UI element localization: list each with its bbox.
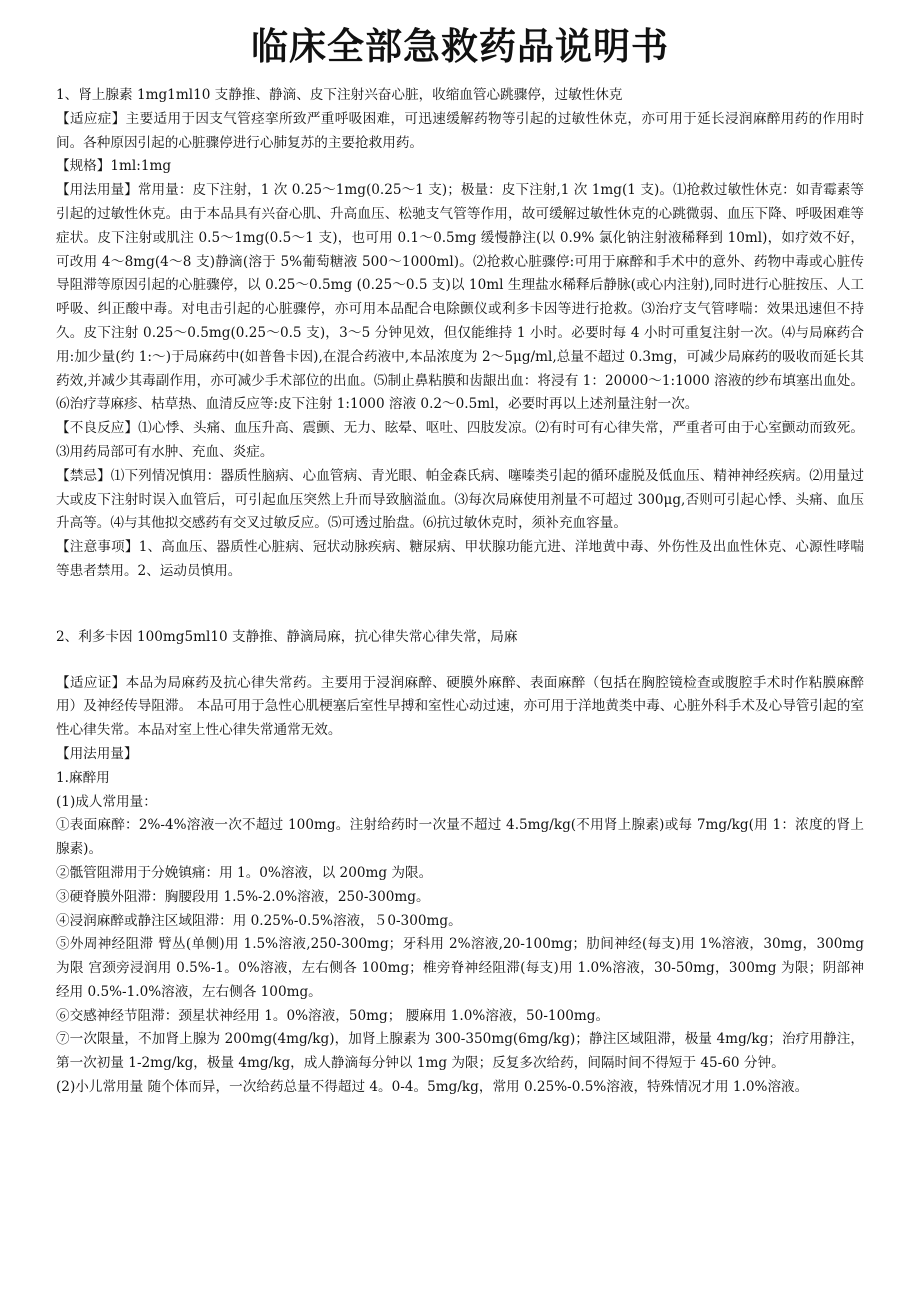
- drug2-adult-item: ④浸润麻醉或静注区域阻滞：用 0.25%-0.5%溶液，５0-300mg。: [56, 912, 462, 929]
- drug2-indication: 【适应证】本品为局麻药及抗心律失常药。主要用于浸润麻醉、硬膜外麻醉、表面麻醉（包括在胸腔镜检查或腹腔手术时作粘膜麻醉用）及神经传导阻滞。 本品可用于急性心肌梗塞后室性早搏和室性心动过速，亦可用于洋地黄类中毒、心脏外科手术及心导管引起的室性心律失常。本品对室上性心律失常通常无效。: [56, 674, 864, 739]
- drug2-usage-heading: 【用法用量】: [56, 745, 138, 762]
- drug2-adult-item: ⑥交感神经节阻滞：颈星状神经用 1。0%溶液，50mg； 腰麻用 1.0%溶液，50-100mg。: [56, 1007, 610, 1024]
- drug2-adult-item: ②骶管阻滞用于分娩镇痛：用 1。0%溶液，以 200mg 为限。: [56, 864, 433, 881]
- drug2-heading: 2、利多卡因 100mg5ml10 支静推、静滴局麻，抗心律失常心律失常，局麻: [56, 628, 518, 645]
- drug1-spec: 【规格】1ml:1mg: [56, 158, 172, 175]
- drug1-heading: 1、肾上腺素 1mg1ml10 支静推、静滴、皮下注射兴奋心脏，收缩血管心跳骤停，过敏性休克: [56, 87, 623, 103]
- drug2-adult-item: ⑤外周神经阻滞 臂丛(单侧)用 1.5%溶液,250-300mg；牙科用 2%溶液,20-100mg；肋间神经(每支)用 1%溶液，30mg，300mg 为限 宫颈旁浸润用 0.5%-1。0%溶液，左右侧各 100mg；椎旁脊神经阻滞(每支)用 1.0%溶液，30-50mg，300mg 为限；阴部神经用 0.5%-1.0%溶液，左右侧各 100mg。: [56, 936, 864, 1000]
- drug1-adverse-reactions: 【不良反应】⑴心悸、头痛、血压升高、震颤、无力、眩晕、呕吐、四肢发凉。⑵有时可有心律失常，严重者可由于心室颤动而致死。⑶用药局部可有水肿、充血、炎症。: [56, 420, 864, 460]
- drug1-precautions: 【注意事项】1、高血压、器质性心脏病、冠状动脉疾病、糖尿病、甲状腺功能亢进、洋地黄中毒、外伤性及出血性休克、心源性哮喘等患者禁用。2、运动员慎用。: [56, 539, 864, 579]
- drug1-usage: 【用法用量】常用量：皮下注射，1 次 0.25～1mg(0.25～1 支)；极量：皮下注射,1 次 1mg(1 支)。⑴抢救过敏性休克：如青霉素等引起的过敏性休克。由于本品具有兴奋心肌、升高血压、松驰支气管等作用，故可缓解过敏性休克的心跳微弱、血压下降、呼吸困难等症状。皮下注射或肌注 0.5～1mg(0.5～1 支)，也可用 0.1～0.5mg 缓慢静注(以 0.9% 氯化钠注射液稀释到 10ml)，如疗效不好，可改用 4～8mg(4～8 支)静滴(溶于 5%葡萄糖液 500～1000ml)。⑵抢救心脏骤停:可用于麻醉和手术中的意外、药物中毒或心脏传导阻滞等原因引起的心脏骤停，以 0.25～0.5mg (0.25～0.5 支)以 10ml 生理盐水稀释后静脉(或心内注射),同时进行心脏按压、人工呼吸、纠正酸中毒。对电击引起的心脏骤停，亦可用本品配合电除颤仪或利多卡因等进行抢救。⑶治疗支气管哮喘：效果迅速但不持久。皮下注射 0.25～0.5mg(0.25～0.5 支)，3～5 分钟见效，但仅能维持 1 小时。必要时每 4 小时可重复注射一次。⑷与局麻药合用:加少量(约 1:～)于局麻药中(如普鲁卡因),在混合药液中,本品浓度为 2～5μg/ml,总量不超过 0.3mg，可减少局麻药的吸收而延长其药效,并减少其毒副作用，亦可减少手术部位的出血。⑸制止鼻粘膜和齿龈出血：将浸有 1：20000～1:1000 溶液的纱布填塞出血处。⑹治疗荨麻疹、枯草热、血清反应等:皮下注射 1:1000 溶液 0.2～0.5ml，必要时再以上述剂量注射一次。: [56, 182, 864, 413]
- document-title: 临床全部急救药品说明书: [251, 25, 669, 68]
- drug2-adult-heading: (1)成人常用量：: [56, 793, 157, 810]
- drug2-adult-item: ③硬脊膜外阻滞：胸腰段用 1.5%-2.0%溶液，250-300mg。: [56, 888, 430, 905]
- drug1-contraindications: 【禁忌】⑴下列情况慎用：器质性脑病、心血管病、青光眼、帕金森氏病、噻嗪类引起的循环虚脱及低血压、精神神经疾病。⑵用量过大或皮下注射时误入血管后，可引起血压突然上升而导致脑溢血。⑶每次局麻使用剂量不可超过 300μg,否则可引起心悸、头痛、血压升高等。⑷与其他拟交感药有交叉过敏反应。⑸可透过胎盘。⑹抗过敏休克时，须补充血容量。: [56, 467, 864, 532]
- drug1-indication: 【适应症】主要适用于因支气管痉挛所致严重呼吸困难，可迅速缓解药物等引起的过敏性休克，亦可用于延长浸润麻醉用药的作用时间。各种原因引起的心脏骤停进行心肺复苏的主要抢救用药。: [56, 110, 864, 151]
- drug2-anesthesia-heading: 1.麻醉用: [56, 769, 110, 786]
- section-spacer: [56, 584, 864, 626]
- drug2-adult-item: ①表面麻醉：2%-4%溶液一次不超过 100mg。注射给药时一次量不超过 4.5mg/kg(不用肾上腺素)或每 7mg/kg(用 1：浓度的肾上腺素)。: [56, 817, 864, 858]
- drug2-adult-item: ⑦一次限量，不加肾上腺为 200mg(4mg/kg)，加肾上腺素为 300-350mg(6mg/kg)；静注区域阻滞，极量 4mg/kg；治疗用静注，第一次初量 1-2mg/kg，极量 4mg/kg，成人静滴每分钟以 1mg 为限；反复多次给药，间隔时间不得短于 45-60 分钟。: [56, 1031, 864, 1072]
- drug2-child-dose: (2)小儿常用量 随个体而异，一次给药总量不得超过 4。0-4。5mg/kg，常用 0.25%-0.5%溶液，特殊情况才用 1.0%溶液。: [56, 1079, 809, 1096]
- section-spacer: [56, 650, 864, 672]
